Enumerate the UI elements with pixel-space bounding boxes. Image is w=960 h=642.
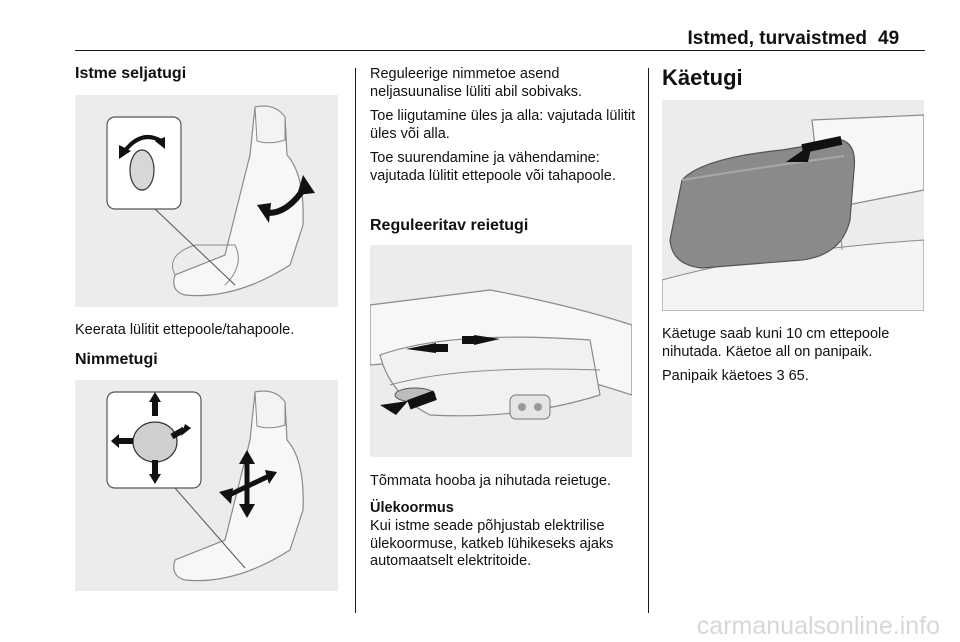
paragraph-lumbar-3: Toe suurendamine ja vähendamine: vajutada lülitit ettepoole või tahapoole. (370, 150, 616, 184)
text-thigh-support: Tõmmata hooba ja nihutada reietuge. (370, 473, 612, 489)
heading-lumbar: Nimmetugi (75, 351, 158, 368)
heading-thigh-support: Reguleeritav reietugi (370, 217, 529, 234)
header-rule (75, 50, 925, 51)
backrest-illustration (75, 95, 338, 307)
paragraph-lumbar-1: Reguleerige nimmetoe asend neljasuunalise lüliti abil sobivaks. (370, 66, 582, 100)
footer-watermark: carmanualsonline.info (696, 612, 940, 640)
heading-overload: Ülekoormus (370, 500, 454, 516)
text-armrest: Käetuge saab kuni 10 cm ettepoole nihutada. Käetoe all on panipaik. (662, 326, 890, 360)
armrest-illustration (662, 100, 924, 311)
paragraph-lumbar-2: Toe liigutamine üles ja alla: vajutada lülitit üles või alla. (370, 108, 636, 142)
page-number: 49 (878, 28, 900, 49)
text-overload: Kui istme seade põhjustab elektrilise ülekoormuse, katkeb lühikeseks ajaks automaatselt elektritoide. (370, 518, 614, 569)
text-storage-reference (662, 368, 928, 386)
heading-backrest: Istme seljatugi (75, 65, 187, 82)
thigh-support-illustration (370, 245, 632, 457)
page-ref-arrow-icon: 3 (776, 368, 785, 384)
storage-ref-page-link[interactable]: 65. (788, 368, 809, 384)
text-backrest: Keerata lülitit ettepoole/tahapoole. (75, 322, 295, 338)
lumbar-illustration (75, 380, 338, 591)
storage-ref-prefix: Panipaik käetoes (662, 368, 773, 384)
column-divider-2 (648, 68, 649, 613)
column-divider-1 (355, 68, 356, 613)
section-title: Istmed, turvaistmed (687, 28, 867, 49)
heading-armrest: Käetugi (662, 65, 743, 90)
